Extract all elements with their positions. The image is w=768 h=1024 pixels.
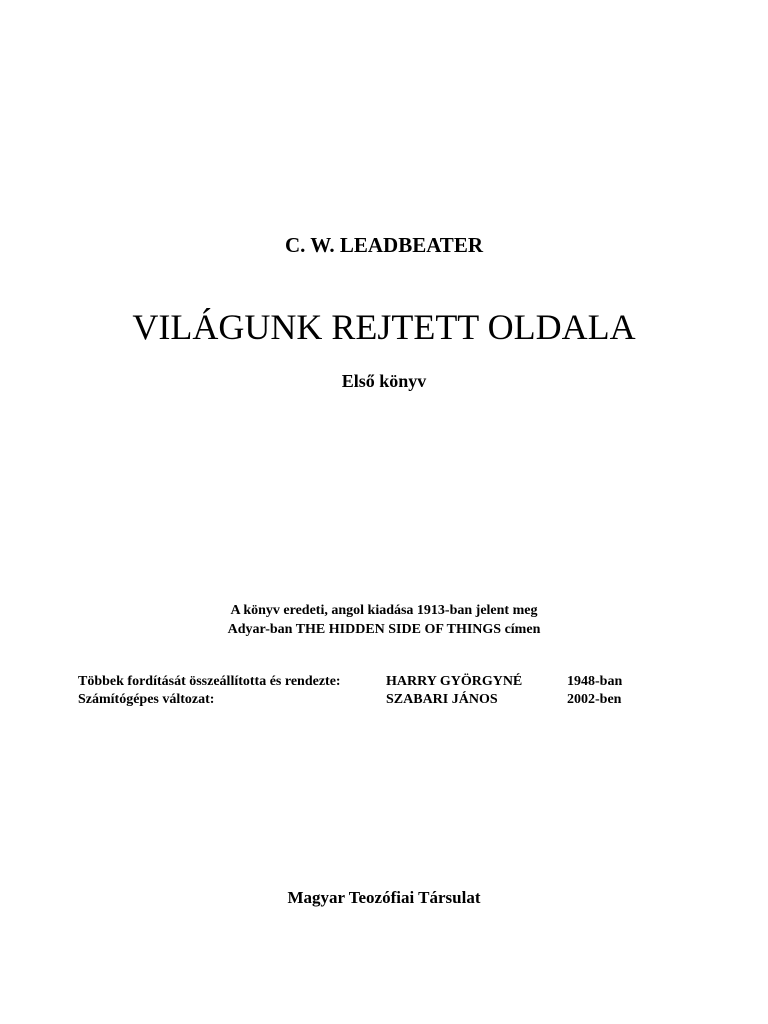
credit-role: Számítógépes változat: (78, 692, 215, 707)
credit-year: 1948-ban (567, 674, 623, 689)
book-subtitle: Első könyv (341, 371, 427, 391)
book-title: VILÁGUNK REJTETT OLDALA (132, 307, 636, 347)
publisher-name: Magyar Teozófiai Társulat (287, 888, 481, 907)
author-name: C. W. LEADBEATER (284, 233, 483, 257)
credit-row-digital (78, 692, 678, 710)
credit-row-translation (78, 674, 678, 692)
edition-note-line-1: A könyv eredeti, angol kiadása 1913-ban jelent meg (230, 603, 538, 618)
credit-person: SZABARI JÁNOS (386, 692, 498, 707)
credits-table (78, 674, 678, 710)
credit-year: 2002-ben (567, 692, 622, 707)
credit-role: Többek fordítását összeállította és rendezte: (78, 674, 341, 689)
credit-person: HARRY GYÖRGYNÉ (386, 674, 523, 689)
edition-note-line-2: Adyar-ban THE HIDDEN SIDE OF THINGS címen (227, 622, 541, 637)
